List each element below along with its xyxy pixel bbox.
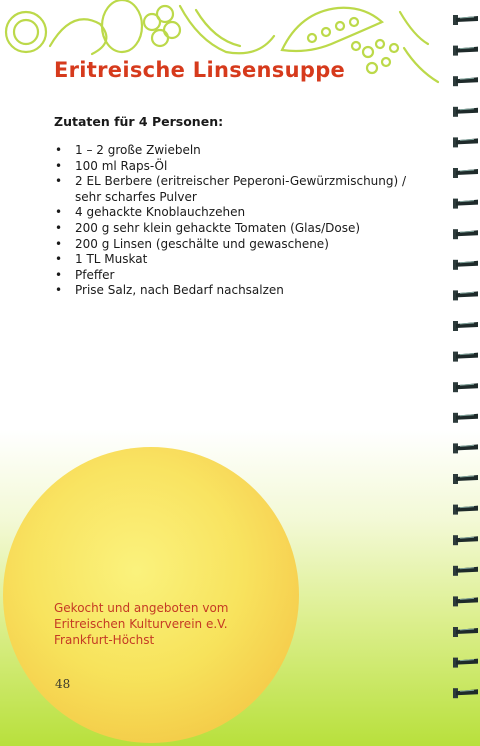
credit-line: Gekocht und angeboten vom bbox=[54, 601, 229, 615]
ingredient-item: • 200 g Linsen (geschälte und gewaschene) bbox=[54, 237, 414, 253]
credit-line: Frankfurt-Höchst bbox=[54, 633, 155, 648]
credit-text bbox=[54, 600, 228, 649]
decorative-sun-circle bbox=[3, 447, 299, 743]
spiral-coil bbox=[453, 229, 478, 239]
spiral-coil bbox=[453, 260, 478, 270]
ingredient-item: • 200 g sehr klein gehackte Tomaten (Glas/Dose) bbox=[54, 221, 414, 237]
ingredient-item: • 4 gehackte Knoblauchzehen bbox=[54, 205, 414, 221]
spiral-coil bbox=[453, 137, 478, 147]
spiral-coil bbox=[453, 505, 478, 515]
ingredient-item: • Pfeffer bbox=[54, 268, 414, 284]
ingredient-item: • 2 EL Berbere (eritreischer Peperoni-Gewürzmischung) / sehr scharfes Pulver bbox=[54, 174, 414, 205]
spiral-coil bbox=[453, 107, 478, 117]
ingredient-item: • 1 – 2 große Zwiebeln bbox=[54, 143, 414, 159]
spiral-coil bbox=[453, 413, 478, 423]
spiral-coil bbox=[453, 658, 478, 668]
spiral-coil bbox=[453, 290, 478, 300]
ingredient-item: • 100 ml Raps-Öl bbox=[54, 159, 414, 175]
spiral-coil bbox=[453, 76, 478, 86]
spiral-coil bbox=[453, 15, 478, 25]
page-number: 48 bbox=[55, 677, 71, 691]
spiral-coil bbox=[453, 596, 478, 606]
vegetable-sketch-illustration bbox=[0, 0, 440, 100]
spiral-binding bbox=[446, 0, 480, 746]
spiral-coil bbox=[453, 535, 478, 545]
spiral-coil bbox=[453, 352, 478, 362]
ingredient-item: • 1 TL Muskat bbox=[54, 252, 414, 268]
servings-label: Zutaten für 4 Personen: bbox=[54, 114, 224, 129]
ingredients-list bbox=[54, 143, 414, 299]
spiral-coil bbox=[453, 627, 478, 637]
credit-line: Eritreischen Kulturverein e.V. bbox=[54, 617, 228, 632]
spiral-coil bbox=[453, 382, 478, 392]
spiral-coil bbox=[453, 474, 478, 484]
spiral-coil bbox=[453, 46, 478, 56]
spiral-coil bbox=[453, 321, 478, 331]
ingredient-item: • Prise Salz, nach Bedarf nachsalzen bbox=[54, 283, 414, 299]
recipe-title: Eritreische Linsensuppe bbox=[54, 58, 346, 82]
spiral-coil bbox=[453, 199, 478, 209]
spiral-coil bbox=[453, 443, 478, 453]
spiral-coil bbox=[453, 566, 478, 576]
spiral-coil bbox=[453, 168, 478, 178]
spiral-coil bbox=[453, 688, 478, 698]
